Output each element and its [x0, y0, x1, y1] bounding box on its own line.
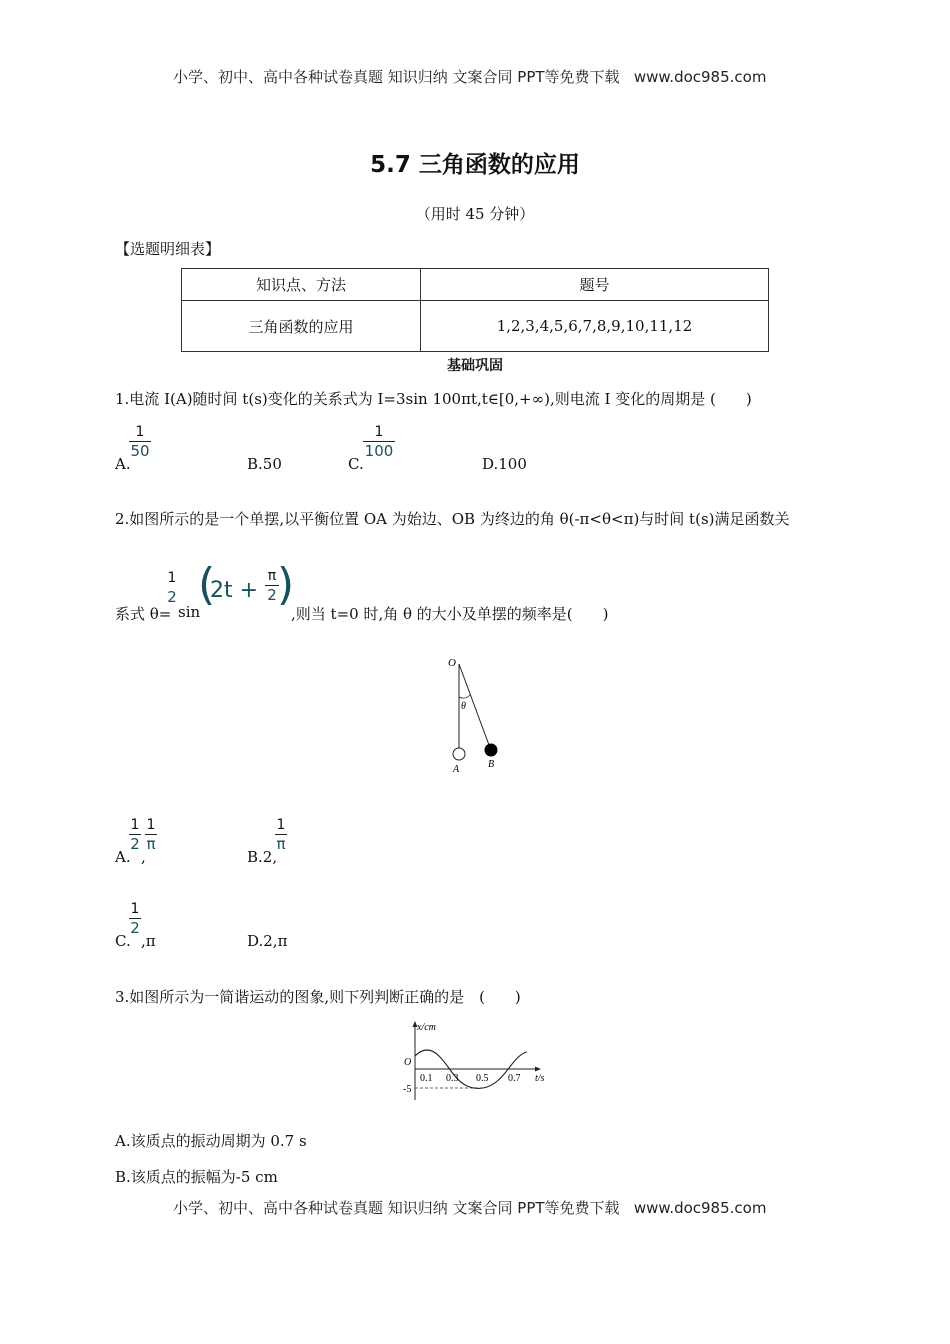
label-a: A	[453, 764, 460, 775]
q2-stem-suffix: ,则当 t=0 时,角 θ 的大小及单摆的频率是( )	[291, 605, 609, 623]
q2-stem-prefix: 系式 θ=	[115, 605, 172, 623]
table-row	[182, 301, 769, 352]
fraction-numerator: 1	[167, 570, 177, 586]
fraction-numerator: 1	[130, 901, 140, 917]
q3-option-a[interactable]: A.该质点的振动周期为 0.7 s	[115, 1132, 307, 1150]
bob-a	[453, 748, 465, 760]
label-o: O	[448, 657, 456, 669]
duration-text: （用时 45 分钟）	[415, 205, 535, 223]
fraction-denominator: 2	[267, 586, 277, 604]
q2-option-a-fraction-2	[145, 818, 157, 852]
x-axis-label: t/s	[535, 1073, 545, 1084]
topic-table	[181, 268, 769, 352]
footer-site-link[interactable]: www.doc985.com	[633, 1199, 767, 1217]
q2-option-c-fraction	[129, 902, 141, 936]
fraction-denominator: 2	[130, 835, 140, 853]
q2-option-c[interactable]: C.	[115, 932, 131, 950]
q1-option-a[interactable]: A.	[115, 455, 131, 473]
label-theta: θ	[461, 701, 466, 712]
q3-option-b[interactable]: B.该质点的振幅为-5 cm	[115, 1168, 278, 1186]
section-basic: 基础巩固	[447, 358, 503, 374]
q1-option-d[interactable]: D.100	[482, 455, 527, 473]
q1-option-c-fraction	[363, 425, 395, 459]
bob-b	[485, 744, 498, 757]
q2-option-c-tail: ,π	[141, 932, 156, 950]
q2-arg-main: 2t +	[210, 578, 259, 603]
pendulum-figure	[440, 652, 510, 778]
fraction-denominator: π	[276, 835, 286, 853]
q2-option-b-fraction	[275, 818, 287, 852]
right-paren: )	[277, 559, 295, 610]
fraction-numerator: 1	[374, 424, 384, 440]
fraction-numerator: π	[267, 568, 277, 584]
header-site-link[interactable]: www.doc985.com	[633, 68, 767, 86]
page-title: 5.7 三角函数的应用	[370, 152, 580, 178]
table-header-cell: 题号	[421, 269, 769, 301]
table-header-cell: 知识点、方法	[182, 269, 421, 301]
q1-stem: 1.电流 I(A)随时间 t(s)变化的关系式为 I=3sin 100πt,t∈[0,+∞),则电流 I 变化的周期是 ( )	[115, 390, 752, 408]
x-tick-label: 0.3	[446, 1073, 459, 1084]
q2-option-a-sep: ,	[141, 848, 146, 866]
x-tick-label: 0.5	[476, 1073, 489, 1084]
origin-label: O	[404, 1057, 412, 1068]
fraction-denominator: 2	[130, 919, 140, 937]
fraction-denominator: π	[146, 835, 156, 853]
q1-option-b[interactable]: B.50	[247, 455, 282, 473]
page-footer	[173, 1197, 766, 1218]
left-paren: (	[198, 559, 216, 610]
q2-option-a-fraction-1	[129, 818, 141, 852]
header-text: 小学、初中、高中各种试卷真题 知识归纳 文案合同 PPT等免费下载	[173, 68, 620, 86]
fraction-numerator: 1	[130, 817, 140, 833]
fraction-denominator: 2	[167, 588, 177, 606]
x-tick-label: 0.1	[420, 1073, 433, 1084]
angle-arc	[459, 695, 470, 698]
x-axis-arrow	[535, 1067, 541, 1072]
y-min-label: -5	[403, 1084, 412, 1095]
footer-text: 小学、初中、高中各种试卷真题 知识归纳 文案合同 PPT等免费下载	[173, 1199, 620, 1217]
fraction-denominator: 50	[130, 442, 150, 460]
q2-coef-fraction	[166, 571, 178, 605]
table-cell: 三角函数的应用	[182, 301, 421, 352]
x-tick-label: 0.7	[508, 1073, 521, 1084]
q3-stem: 3.如图所示为一简谐运动的图象,则下列判断正确的是 ( )	[115, 988, 521, 1006]
label-b: B	[488, 759, 495, 770]
y-axis-label: x/cm	[417, 1022, 436, 1033]
fraction-numerator: 1	[276, 817, 286, 833]
q2-option-d[interactable]: D.2,π	[247, 932, 288, 950]
q3-graph	[395, 1018, 555, 1104]
q2-option-a[interactable]: A.	[115, 848, 131, 866]
q2-option-b[interactable]: B.2,	[247, 848, 278, 866]
q2-stem-line1: 2.如图所示的是一个单摆,以平衡位置 OA 为始边、OB 为终边的角 θ(-π<θ<π)与时间 t(s)满足函数关	[115, 510, 790, 528]
table-header-row	[182, 269, 769, 301]
table-cell: 1,2,3,4,5,6,7,8,9,10,11,12	[421, 301, 769, 352]
fraction-numerator: 1	[146, 817, 156, 833]
fraction-numerator: 1	[135, 424, 145, 440]
page-header	[173, 66, 766, 87]
section-label: 【选题明细表】	[115, 240, 221, 258]
q1-option-a-fraction	[129, 425, 151, 459]
q1-option-c[interactable]: C.	[348, 455, 364, 473]
fraction-denominator: 100	[364, 442, 394, 460]
q2-sin-word: sin	[178, 603, 201, 621]
